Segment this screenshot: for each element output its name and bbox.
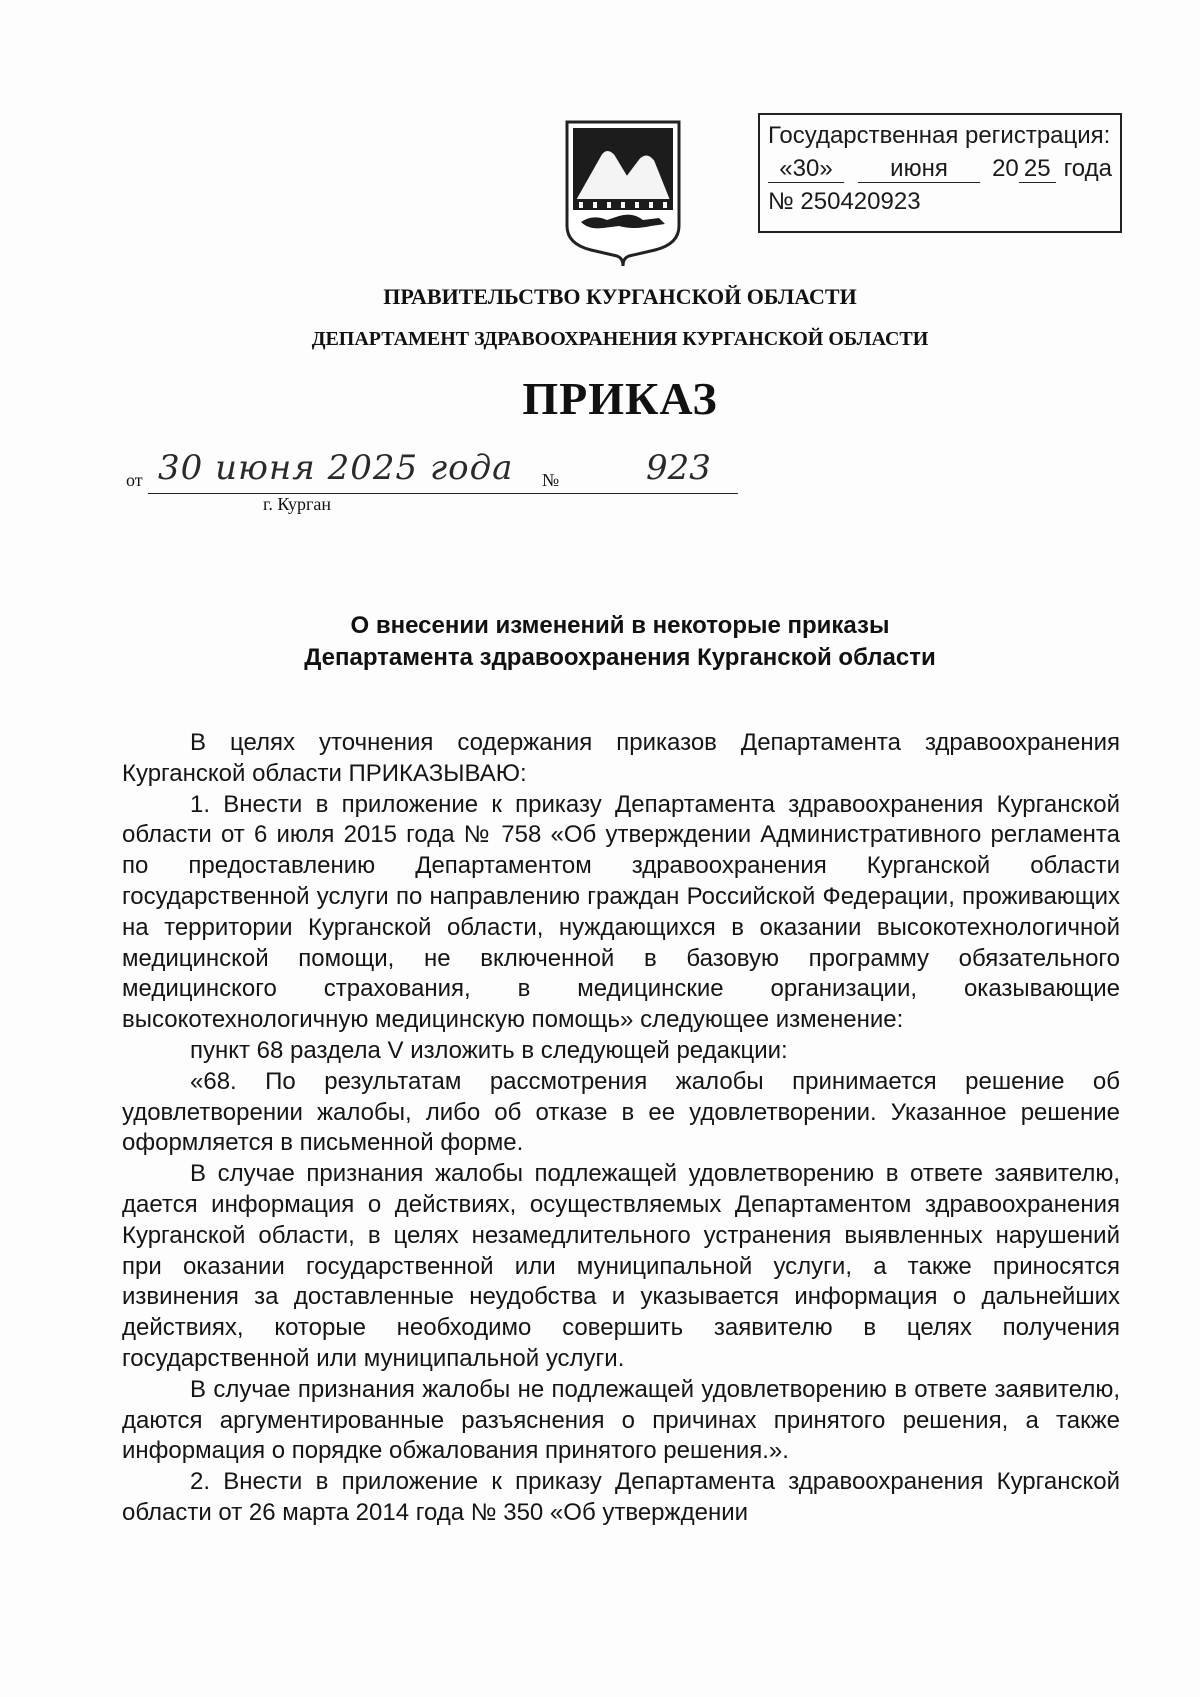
order-number-label: №	[542, 470, 560, 490]
order-number-handwritten: 923	[646, 448, 711, 488]
registration-day-field: «30»	[768, 156, 844, 183]
registration-month: июня	[858, 156, 981, 183]
department-heading: ДЕПАРТАМЕНТ ЗДРАВООХРАНЕНИЯ КУРГАНСКОЙ ОБЛАСТИ	[311, 328, 929, 350]
body-paragraph: 2. Внести в приложение к приказу Департамента здравоохранения Курганской области от 26 марта 2014 года № 350 «Об утверждении	[122, 1468, 1120, 1526]
registration-year-suffix: 25	[1019, 156, 1056, 183]
registration-label: Государственная регистрация:	[768, 122, 1111, 149]
document-body	[122, 728, 1120, 1529]
document-title-line1: О внесении изменений в некоторые приказы	[350, 612, 890, 639]
government-heading: ПРАВИТЕЛЬСТВО КУРГАНСКОЙ ОБЛАСТИ	[383, 284, 857, 309]
body-paragraph: пункт 68 раздела V изложить в следующей редакции:	[190, 1036, 788, 1064]
document-title-line2: Департамента здравоохранения Курганской области	[304, 644, 936, 671]
registration-stamp	[758, 113, 1122, 233]
body-paragraph: «68. По результатам рассмотрения жалобы принимается решение об удовлетворении жалобы, либо об отказе в ее удовлетворении. Указанное решение оформляется в письменной форме.	[122, 1067, 1120, 1157]
order-date-underline	[148, 493, 738, 494]
coat-of-arms-icon	[563, 118, 683, 268]
body-paragraph: В случае признания жалобы не подлежащей удовлетворению в ответе заявителю, даются аргументированные разъяснения о причинах принятого решения, а также информация о порядке обжалования принятого решения.».	[122, 1375, 1120, 1465]
registration-year-prefix: 20	[992, 155, 1019, 182]
body-paragraph: В случае признания жалобы подлежащей удовлетворению в ответе заявителю, дается информация о действиях, осуществляемых Департаментом здравоохранения Курганской области, в целях незамедлительного устранения выявленных нарушений при оказании государственной или муниципальной услуги, а также приносятся извинения за доставленные неудобства и указывается информация о дальнейших действиях, которые необходимо совершить заявителю в целях получения государственной или муниципальной услуги.	[122, 1160, 1120, 1372]
body-paragraph: В целях уточнения содержания приказов Департамента здравоохранения Курганской области ПРИКАЗЫВАЮ:	[122, 729, 1120, 787]
order-ot-label: от	[126, 470, 143, 490]
order-date-handwritten: 30 июня 2025 года	[158, 448, 514, 488]
order-city: г. Курган	[263, 494, 332, 514]
registration-number: № 250420923	[768, 188, 921, 215]
document-type-heading: ПРИКАЗ	[522, 373, 718, 424]
registration-year-word: года	[1063, 155, 1112, 182]
registration-date	[768, 152, 1112, 185]
document-title	[0, 610, 1200, 674]
order-date-line	[126, 448, 711, 490]
body-paragraph: 1. Внести в приложение к приказу Департамента здравоохранения Курганской области от 6 июля 2015 года № 758 «Об утверждении Административного регламента по предоставлению Департаментом здравоохранения Курганской области государственной услуги по направлению граждан Российской Федерации, проживающих на территории Курганской области, нуждающихся в оказании высокотехнологичной медицинской помощи, не включенной в базовую программу обязательного медицинского страхования, в медицинские организации, оказывающие высокотехнологичную медицинскую помощь» следующее изменение:	[122, 790, 1120, 1034]
